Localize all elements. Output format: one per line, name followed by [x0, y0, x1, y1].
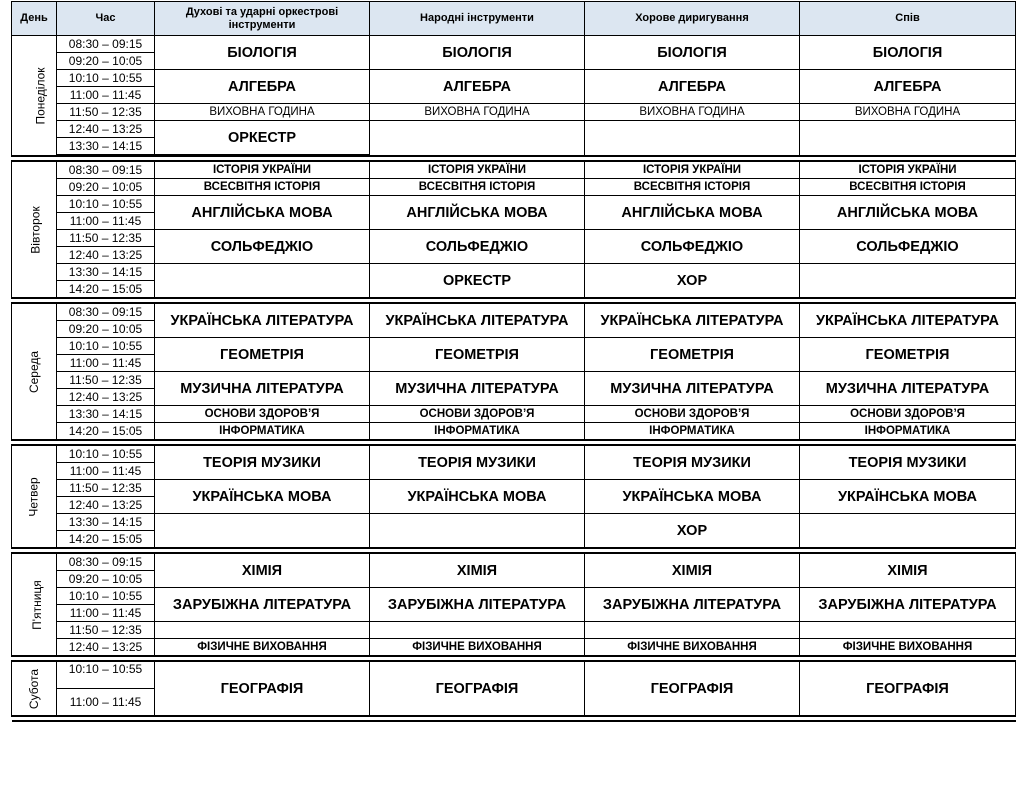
time-slot: 14:20 – 15:05	[57, 423, 155, 441]
lesson-cell: ГЕОМЕТРІЯ	[800, 338, 1016, 372]
time-slot: 11:50 – 12:35	[57, 372, 155, 389]
lesson-cell: СОЛЬФЕДЖІО	[800, 230, 1016, 264]
lesson-cell: АЛГЕБРА	[800, 70, 1016, 104]
lesson-cell: ХІМІЯ	[370, 553, 585, 588]
lesson-cell: ХІМІЯ	[155, 553, 370, 588]
lesson-cell: ІСТОРІЯ УКРАЇНИ	[155, 161, 370, 179]
lesson-cell: ІНФОРМАТИКА	[585, 423, 800, 441]
header-row	[12, 2, 1016, 36]
empty-cell	[370, 622, 585, 639]
lesson-cell: АЛГЕБРА	[155, 70, 370, 104]
time-slot: 11:50 – 12:35	[57, 480, 155, 497]
time-slot: 12:40 – 13:25	[57, 389, 155, 406]
lesson-cell: БІОЛОГІЯ	[585, 36, 800, 70]
lesson-cell: ІСТОРІЯ УКРАЇНИ	[800, 161, 1016, 179]
lesson-cell: ХОР	[585, 514, 800, 549]
lesson-cell: ХІМІЯ	[585, 553, 800, 588]
lesson-cell: ВСЕСВІТНЯ ІСТОРІЯ	[585, 179, 800, 196]
header-wind-percussion: Духові та ударні оркестрові інструменти	[155, 2, 370, 36]
header-singing: Спів	[800, 2, 1016, 36]
lesson-cell: ХОР	[585, 264, 800, 299]
lesson-cell: ВИХОВНА ГОДИНА	[800, 104, 1016, 121]
lesson-cell: УКРАЇНСЬКА ЛІТЕРАТУРА	[155, 303, 370, 338]
empty-cell	[370, 121, 585, 157]
time-slot: 08:30 – 09:15	[57, 303, 155, 321]
lesson-cell: ФІЗИЧНЕ ВИХОВАННЯ	[800, 639, 1016, 657]
time-slot: 09:20 – 10:05	[57, 321, 155, 338]
day-separator	[12, 716, 1016, 721]
header-day: День	[12, 2, 57, 36]
lesson-cell: ВСЕСВІТНЯ ІСТОРІЯ	[370, 179, 585, 196]
lesson-cell: ОРКЕСТР	[155, 121, 370, 155]
lesson-cell: СОЛЬФЕДЖІО	[155, 230, 370, 264]
header-time: Час	[57, 2, 155, 36]
lesson-cell: ГЕОГРАФІЯ	[155, 661, 370, 716]
empty-cell	[155, 264, 370, 299]
lesson-cell: ХІМІЯ	[800, 553, 1016, 588]
lesson-cell: МУЗИЧНА ЛІТЕРАТУРА	[155, 372, 370, 406]
empty-cell	[155, 514, 370, 549]
lesson-cell: ЗАРУБІЖНА ЛІТЕРАТУРА	[370, 588, 585, 622]
time-slot: 12:40 – 13:25	[57, 121, 155, 138]
lesson-cell: ВСЕСВІТНЯ ІСТОРІЯ	[800, 179, 1016, 196]
time-slot: 10:10 – 10:55	[57, 338, 155, 355]
lesson-cell: УКРАЇНСЬКА МОВА	[585, 480, 800, 514]
header-folk-instruments: Народні інструменти	[370, 2, 585, 36]
empty-cell	[155, 622, 370, 639]
lesson-cell: БІОЛОГІЯ	[155, 36, 370, 70]
empty-cell	[800, 121, 1016, 157]
lesson-cell: АНГЛІЙСЬКА МОВА	[370, 196, 585, 230]
day-monday: Понеділок	[12, 36, 57, 157]
empty-cell	[585, 622, 800, 639]
lesson-cell: ФІЗИЧНЕ ВИХОВАННЯ	[155, 639, 370, 657]
day-thursday: Четвер	[12, 445, 57, 548]
lesson-cell: ГЕОГРАФІЯ	[370, 661, 585, 716]
lesson-cell: СОЛЬФЕДЖІО	[370, 230, 585, 264]
time-slot: 11:00 – 11:45	[57, 689, 155, 717]
lesson-cell: МУЗИЧНА ЛІТЕРАТУРА	[370, 372, 585, 406]
empty-cell	[800, 264, 1016, 299]
time-slot: 13:30 – 14:15	[57, 514, 155, 531]
empty-cell	[585, 121, 800, 157]
lesson-cell: ЗАРУБІЖНА ЛІТЕРАТУРА	[800, 588, 1016, 622]
time-slot: 10:10 – 10:55	[57, 70, 155, 87]
time-slot: 13:30 – 14:15	[57, 138, 155, 155]
lesson-cell: ОСНОВИ ЗДОРОВ’Я	[155, 406, 370, 423]
time-slot: 13:30 – 14:15	[57, 406, 155, 423]
lesson-cell: ГЕОМЕТРІЯ	[370, 338, 585, 372]
time-slot: 12:40 – 13:25	[57, 639, 155, 657]
lesson-cell: ОСНОВИ ЗДОРОВ’Я	[800, 406, 1016, 423]
lesson-cell: СОЛЬФЕДЖІО	[585, 230, 800, 264]
time-slot: 10:10 – 10:55	[57, 445, 155, 463]
lesson-cell: ФІЗИЧНЕ ВИХОВАННЯ	[370, 639, 585, 657]
lesson-cell: АЛГЕБРА	[370, 70, 585, 104]
time-slot: 13:30 – 14:15	[57, 264, 155, 281]
lesson-cell: БІОЛОГІЯ	[370, 36, 585, 70]
day-tuesday: Вівторок	[12, 161, 57, 298]
lesson-cell: ГЕОГРАФІЯ	[585, 661, 800, 716]
time-slot: 14:20 – 15:05	[57, 281, 155, 299]
time-slot: 09:20 – 10:05	[57, 53, 155, 70]
lesson-cell: ЗАРУБІЖНА ЛІТЕРАТУРА	[585, 588, 800, 622]
lesson-cell: ОРКЕСТР	[370, 264, 585, 299]
lesson-cell: АНГЛІЙСЬКА МОВА	[800, 196, 1016, 230]
lesson-cell: АНГЛІЙСЬКА МОВА	[155, 196, 370, 230]
lesson-cell: ВСЕСВІТНЯ ІСТОРІЯ	[155, 179, 370, 196]
empty-cell	[800, 514, 1016, 549]
lesson-cell: АЛГЕБРА	[585, 70, 800, 104]
time-slot: 08:30 – 09:15	[57, 553, 155, 571]
lesson-cell: ОСНОВИ ЗДОРОВ’Я	[370, 406, 585, 423]
lesson-cell: УКРАЇНСЬКА МОВА	[370, 480, 585, 514]
time-slot: 11:00 – 11:45	[57, 213, 155, 230]
lesson-cell: УКРАЇНСЬКА ЛІТЕРАТУРА	[800, 303, 1016, 338]
lesson-cell: ІНФОРМАТИКА	[370, 423, 585, 441]
time-slot: 14:20 – 15:05	[57, 531, 155, 549]
lesson-cell: ЗАРУБІЖНА ЛІТЕРАТУРА	[155, 588, 370, 622]
header-choir-conducting: Хорове диригування	[585, 2, 800, 36]
day-friday: П'ятниця	[12, 553, 57, 656]
time-slot: 11:50 – 12:35	[57, 230, 155, 247]
time-slot: 11:00 – 11:45	[57, 463, 155, 480]
lesson-cell: ТЕОРІЯ МУЗИКИ	[370, 445, 585, 480]
lesson-cell: ВИХОВНА ГОДИНА	[155, 104, 370, 121]
lesson-cell: ГЕОМЕТРІЯ	[585, 338, 800, 372]
empty-cell	[800, 622, 1016, 639]
lesson-cell: УКРАЇНСЬКА МОВА	[800, 480, 1016, 514]
lesson-cell: ВИХОВНА ГОДИНА	[585, 104, 800, 121]
lesson-cell: ІНФОРМАТИКА	[155, 423, 370, 441]
time-slot: 10:10 – 10:55	[57, 588, 155, 605]
lesson-cell: МУЗИЧНА ЛІТЕРАТУРА	[585, 372, 800, 406]
time-slot: 11:50 – 12:35	[57, 104, 155, 121]
lesson-cell: ТЕОРІЯ МУЗИКИ	[585, 445, 800, 480]
lesson-cell: УКРАЇНСЬКА МОВА	[155, 480, 370, 514]
lesson-cell: УКРАЇНСЬКА ЛІТЕРАТУРА	[585, 303, 800, 338]
day-saturday: Субота	[12, 661, 57, 716]
lesson-cell: АНГЛІЙСЬКА МОВА	[585, 196, 800, 230]
schedule-table	[11, 1, 1016, 722]
lesson-cell: ВИХОВНА ГОДИНА	[370, 104, 585, 121]
lesson-cell: ТЕОРІЯ МУЗИКИ	[800, 445, 1016, 480]
lesson-cell: ГЕОГРАФІЯ	[800, 661, 1016, 716]
lesson-cell: МУЗИЧНА ЛІТЕРАТУРА	[800, 372, 1016, 406]
time-slot: 11:00 – 11:45	[57, 87, 155, 104]
empty-cell	[370, 514, 585, 549]
lesson-cell: ІНФОРМАТИКА	[800, 423, 1016, 441]
time-slot: 09:20 – 10:05	[57, 179, 155, 196]
lesson-cell: ІСТОРІЯ УКРАЇНИ	[370, 161, 585, 179]
lesson-cell: ГЕОМЕТРІЯ	[155, 338, 370, 372]
time-slot: 08:30 – 09:15	[57, 161, 155, 179]
time-slot: 08:30 – 09:15	[57, 36, 155, 53]
time-slot: 11:50 – 12:35	[57, 622, 155, 639]
lesson-cell: ТЕОРІЯ МУЗИКИ	[155, 445, 370, 480]
time-slot: 12:40 – 13:25	[57, 497, 155, 514]
lesson-cell: ОСНОВИ ЗДОРОВ’Я	[585, 406, 800, 423]
time-slot: 10:10 – 10:55	[57, 661, 155, 689]
day-wednesday: Середа	[12, 303, 57, 440]
lesson-cell: УКРАЇНСЬКА ЛІТЕРАТУРА	[370, 303, 585, 338]
lesson-cell: ІСТОРІЯ УКРАЇНИ	[585, 161, 800, 179]
time-slot: 11:00 – 11:45	[57, 355, 155, 372]
time-slot: 09:20 – 10:05	[57, 571, 155, 588]
time-slot: 12:40 – 13:25	[57, 247, 155, 264]
time-slot: 11:00 – 11:45	[57, 605, 155, 622]
lesson-cell: ФІЗИЧНЕ ВИХОВАННЯ	[585, 639, 800, 657]
time-slot: 10:10 – 10:55	[57, 196, 155, 213]
lesson-cell: БІОЛОГІЯ	[800, 36, 1016, 70]
